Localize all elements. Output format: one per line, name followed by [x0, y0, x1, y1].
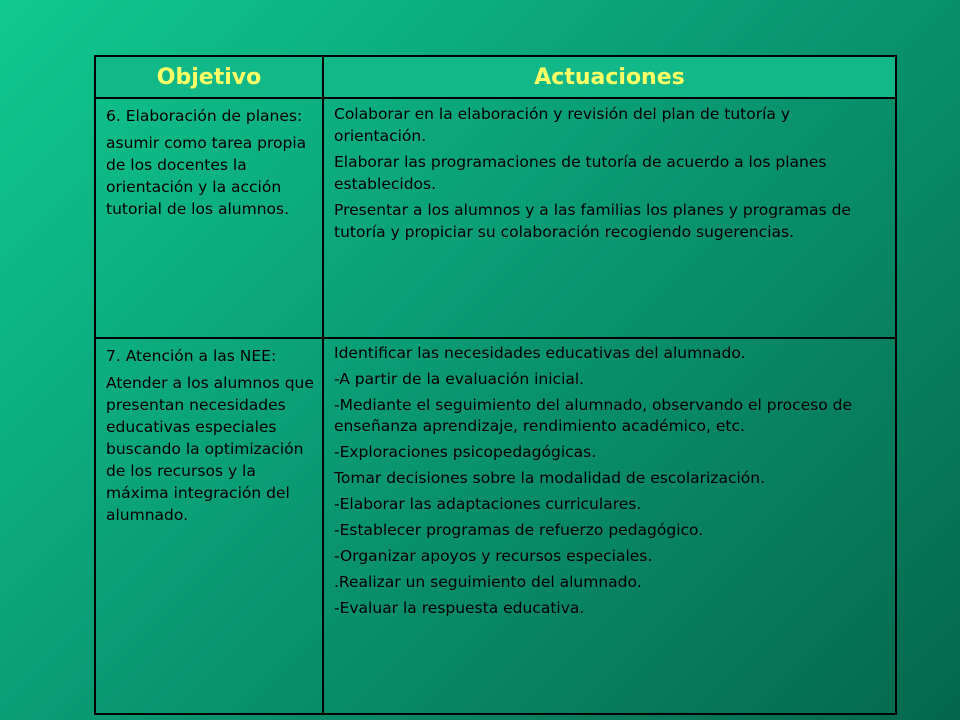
- actuacion-item: -Mediante el seguimiento del alumnado, observando el proceso de enseñanza aprendizaje, rendimiento académico, etc.: [334, 396, 853, 435]
- actuacion-item: -Establecer programas de refuerzo pedagógico.: [334, 521, 704, 539]
- actuacion-item: Presentar a los alumnos y a las familias los planes y programas de tutoría y propiciar su colaboración recogiendo sugerencias.: [334, 201, 851, 241]
- objetivo-cell: [95, 98, 323, 338]
- header-actuaciones: Actuaciones: [323, 56, 896, 98]
- actuacion-item: Tomar decisiones sobre la modalidad de escolarización.: [334, 469, 766, 487]
- header-objetivo: Objetivo: [95, 56, 323, 98]
- actuacion-item: -Elaborar las adaptaciones curriculares.: [334, 495, 642, 513]
- table-row: [95, 98, 896, 338]
- objetivo-description: asumir como tarea propia de los docentes la orientación y la acción tutorial de los alumnos.: [106, 134, 307, 218]
- objetivo-title: 7. Atención a las NEE:: [106, 347, 277, 365]
- actuacion-item: -Organizar apoyos y recursos especiales.: [334, 547, 653, 565]
- actuacion-item: -A partir de la evaluación inicial.: [334, 370, 585, 388]
- actuacion-item: -Evaluar la respuesta educativa.: [334, 599, 585, 617]
- objetivo-cell: [95, 338, 323, 714]
- objetivo-description: Atender a los alumnos que presentan necesidades educativas especiales buscando la optimización de los recursos y la máxima integración del alumnado.: [106, 374, 314, 524]
- actuacion-item: Identificar las necesidades educativas del alumnado.: [334, 344, 746, 362]
- actuacion-item: Elaborar las programaciones de tutoría de acuerdo a los planes establecidos.: [334, 153, 827, 193]
- actuaciones-cell: [323, 98, 896, 338]
- actuacion-item: Colaborar en la elaboración y revisión del plan de tutoría y orientación.: [334, 105, 791, 145]
- actuacion-item: -Exploraciones psicopedagógicas.: [334, 443, 597, 461]
- table-header-row: [95, 56, 896, 98]
- actuaciones-cell: [323, 338, 896, 714]
- actuacion-item: .Realizar un seguimiento del alumnado.: [334, 573, 642, 591]
- objetivo-title: 6. Elaboración de planes:: [106, 107, 303, 125]
- table-row: [95, 338, 896, 714]
- objectives-table: [94, 55, 897, 715]
